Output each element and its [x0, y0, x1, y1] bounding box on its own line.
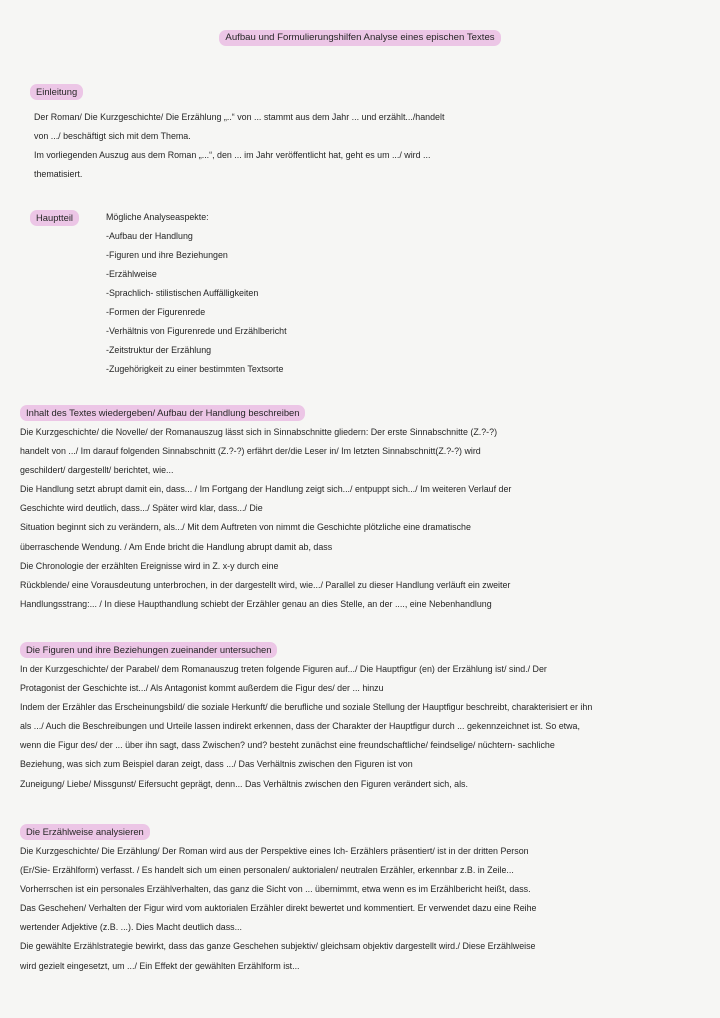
document-title: Aufbau und Formulierungshilfen Analyse eines epischen Textes	[219, 30, 500, 46]
text-line: Die gewählte Erzählstrategie bewirkt, dass das ganze Geschehen subjektiv/ gleichsam objektiv dargestellt wird./ Diese Erzählweise	[20, 941, 536, 952]
text-line: Der Roman/ Die Kurzgeschichte/ Die Erzählung „..“ von ... stammt aus dem Jahr ... und erzählt.../handelt	[34, 112, 445, 122]
text-line: Die Kurzgeschichte/ Die Erzählung/ Der Roman wird aus der Perspektive eines Ich- Erzählers präsentiert/ ist in der dritten Person	[20, 846, 529, 856]
list-item: -Zeitstruktur der Erzählung	[106, 345, 212, 355]
text-line: Die Kurzgeschichte/ die Novelle/ der Romanauszug lässt sich in Sinnabschnitte gliedern: Der erste Sinnabschnitte (Z.?-?)	[20, 427, 498, 437]
list-item: -Formen der Figurenrede	[106, 307, 206, 317]
text-line: Im vorliegenden Auszug aus dem Roman „...“, den ... im Jahr veröffentlicht hat, geht es um .../ wird ...	[34, 150, 431, 161]
list-item: -Figuren und ihre Beziehungen	[106, 250, 228, 260]
figuren-heading: Die Figuren und ihre Beziehungen zueinander untersuchen	[20, 642, 277, 658]
hauptteil-heading: Hauptteil	[30, 210, 79, 226]
text-line: Die Handlung setzt abrupt damit ein, dass... / Im Fortgang der Handlung zeigt sich.../ entpuppt sich.../ Im weiteren Verlauf der	[20, 484, 512, 495]
section-figuren	[20, 640, 700, 794]
text-line: Rückblende/ eine Vorausdeutung unterbrochen, in der dargestellt wird, wie.../ Parallel zu dieser Handlung verläuft ein zweiter	[20, 579, 511, 590]
text-line: Zuneigung/ Liebe/ Missgunst/ Eifersucht geprägt, denn... Das Verhältnis zwischen den Figuren verändert sich, als.	[20, 778, 468, 789]
text-line: Die Chronologie der erzählten Ereignisse wird in Z. x-y durch eine	[20, 560, 279, 571]
inhalt-heading: Inhalt des Textes wiedergeben/ Aufbau der Handlung beschreiben	[20, 405, 305, 421]
text-line: wenn die Figur des/ der ... über ihn sagt, dass Zwischen? und? besteht zunächst eine freundschaftliche/ feindselige/ nüchtern- sachliche	[20, 740, 555, 751]
text-line: Protagonist der Geschichte ist.../ Als Antagonist kommt außerdem die Figur des/ der ... hinzu	[20, 683, 384, 694]
text-line: Indem der Erzähler das Erscheinungsbild/ die soziale Herkunft/ die berufliche und soziale Stellung der Hauptfigur beschreibt, charakterisiert er ihn	[20, 702, 593, 713]
hauptteil-list	[106, 208, 287, 379]
section-einleitung	[30, 82, 710, 102]
einleitung-text	[34, 108, 714, 184]
text-line: Situation beginnt sich zu verändern, als.../ Mit dem Auftreten von nimmt die Geschichte plötzliche eine dramatische	[20, 522, 471, 533]
text-line: handelt von .../ Im darauf folgenden Sinnabschnitt (Z.?-?) erfährt der/die Leser in/ Im letzten Sinnabschnitt(Z.?-?) wird	[20, 446, 481, 457]
einleitung-heading: Einleitung	[30, 84, 83, 100]
erzaehlweise-heading-row	[20, 822, 700, 840]
text-line: Beziehung, was sich zum Beispiel daran zeigt, dass .../ Das Verhältnis zwischen den Figuren ist von	[20, 759, 413, 770]
text-line: Das Geschehen/ Verhalten der Figur wird vom auktorialen Erzähler direkt bewertet und kommentiert. Er verwendet dazu eine Reihe	[20, 903, 537, 914]
inhalt-text	[20, 423, 700, 614]
text-line: wertender Adjektive (z.B. ...). Dies Macht deutlich dass...	[20, 922, 242, 933]
figuren-heading-row	[20, 640, 700, 658]
list-item: -Aufbau der Handlung	[106, 231, 193, 241]
einleitung-heading-row	[30, 82, 710, 100]
text-line: (Er/Sie- Erzählform) verfasst. / Es handelt sich um einen personalen/ auktorialen/ neutralen Erzähler, erkennbar z.B. in Zeile...	[20, 865, 514, 876]
list-item: -Zugehörigkeit zu einer bestimmten Textsorte	[106, 364, 284, 374]
hauptteil-intro: Mögliche Analyseaspekte:	[106, 212, 209, 222]
text-line: Handlungsstrang:... / In diese Haupthandlung schiebt der Erzähler genau an dies Stelle, an der ...., eine Nebenhandlung	[20, 598, 492, 609]
text-line: wird gezielt eingesetzt, um .../ Ein Effekt der gewählten Erzählform ist...	[20, 960, 300, 971]
text-line: geschildert/ dargestellt/ berichtet, wie...	[20, 465, 174, 476]
text-line: als .../ Auch die Beschreibungen und Urteile lassen indirekt erkennen, dass der Charakter der Hauptfigur durch ... gekennzeichnet ist. So etwa,	[20, 721, 580, 732]
text-line: Geschichte wird deutlich, dass.../ Später wird klar, dass.../ Die	[20, 503, 263, 514]
section-erzaehlweise	[20, 822, 700, 976]
figuren-text	[20, 660, 700, 794]
inhalt-heading-row	[20, 403, 700, 421]
erzaehlweise-text	[20, 842, 700, 976]
text-line: thematisiert.	[34, 169, 83, 180]
list-item: -Erzählweise	[106, 269, 157, 279]
text-line: überraschende Wendung. / Am Ende bricht die Handlung abrupt damit ab, dass	[20, 541, 333, 552]
list-item: -Verhältnis von Figurenrede und Erzählbericht	[106, 326, 287, 336]
hauptteil-heading-row	[30, 208, 79, 226]
text-line: Vorherrschen ist ein personales Erzählverhalten, das ganz die Sicht von ... übernimmt, etwa wenn es im Erzählbericht heißt, dass.	[20, 884, 531, 895]
text-line: In der Kurzgeschichte/ der Parabel/ dem Romanauszug treten folgende Figuren auf.../ Die Hauptfigur (en) der Erzählung ist/ sind./ Der	[20, 664, 547, 674]
list-item: -Sprachlich- stilistischen Auffälligkeiten	[106, 288, 259, 298]
text-line: von .../ beschäftigt sich mit dem Thema.	[34, 131, 191, 142]
section-inhalt	[20, 403, 700, 614]
title-row	[0, 27, 720, 46]
erzaehlweise-heading: Die Erzählweise analysieren	[20, 824, 150, 840]
